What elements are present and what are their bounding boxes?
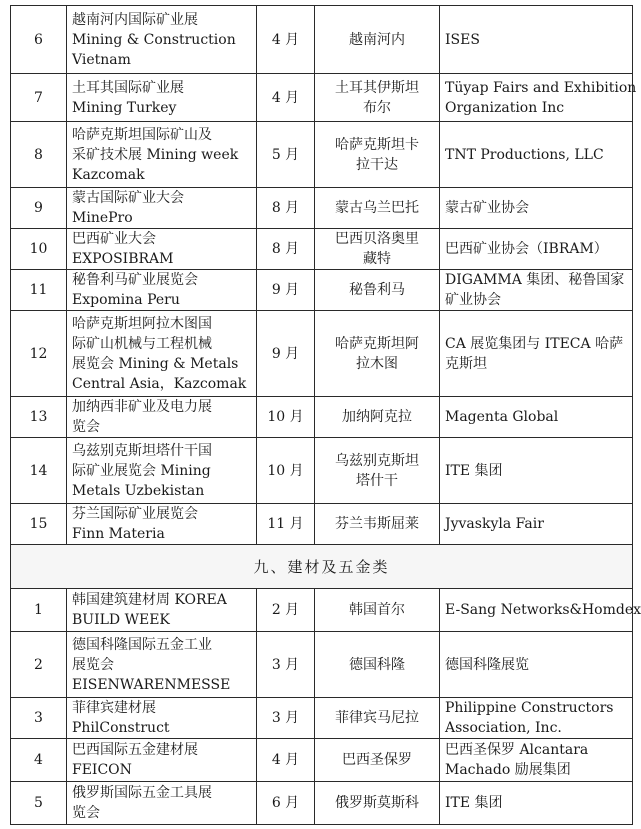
exhibition-city-cell: [315, 739, 440, 782]
organizer-cell: [440, 6, 633, 74]
exhibition-name-cell: [67, 397, 257, 438]
building-section-rows: [11, 589, 641, 825]
exhibition-month-line: 3 月: [271, 710, 300, 726]
exhibition-name-cell: [67, 122, 257, 188]
organizer-line: DIGAMMA 集团、秘鲁国家: [445, 272, 625, 288]
row-number-cell: [11, 188, 67, 229]
exhibition-name-line: 韩国建筑建材周 KOREA: [72, 592, 227, 608]
document-page: [10, 5, 641, 825]
exhibition-name-cell: [67, 782, 257, 825]
exhibition-city-line: 芬兰韦斯屈莱: [335, 516, 419, 532]
exhibition-name-line: EXPOSIBRAM: [72, 251, 174, 267]
exhibition-name-cell: [67, 270, 257, 311]
exhibition-name-cell: [67, 632, 257, 698]
table-row: [11, 632, 633, 698]
organizer-line: ISES: [445, 31, 480, 48]
row-number-line: 3: [34, 710, 43, 726]
row-number-cell: [11, 397, 67, 438]
exhibition-name-line: MinePro: [72, 210, 133, 226]
exhibition-name-line: 秘鲁利马矿业展览会: [72, 272, 198, 288]
table-row: [11, 397, 633, 438]
exhibition-month-cell: [257, 698, 315, 739]
exhibition-city-line: 俄罗斯莫斯科: [335, 795, 419, 811]
row-number-cell: [11, 229, 67, 270]
exhibition-name-cell: [67, 739, 257, 782]
exhibition-month-cell: [257, 122, 315, 188]
row-number-line: 7: [34, 89, 43, 106]
organizer-line: CA 展览集团与 ITECA 哈萨: [445, 335, 624, 352]
exhibition-name-cell: [67, 438, 257, 504]
exhibition-name-line: 蒙古国际矿业大会: [72, 190, 184, 206]
table-row: [11, 270, 633, 311]
exhibition-name-line: FEICON: [72, 762, 132, 778]
organizer-cell: [440, 188, 633, 229]
table-row: [11, 438, 633, 504]
table-row: [11, 782, 633, 825]
exhibition-month-line: 5 月: [271, 146, 300, 163]
exhibition-name-line: Vietnam: [72, 51, 131, 68]
exhibition-name-line: Expomina Peru: [72, 292, 180, 308]
row-number-cell: [11, 698, 67, 739]
exhibition-city-line: 布尔: [363, 99, 391, 116]
exhibition-city-cell: [315, 229, 440, 270]
organizer-cell: [440, 504, 633, 545]
exhibition-month-line: 3 月: [271, 656, 300, 673]
table-row: [11, 188, 633, 229]
organizer-line: 巴西矿业协会（IBRAM）: [445, 241, 608, 257]
exhibition-month-cell: [257, 229, 315, 270]
exhibition-month-cell: [257, 270, 315, 311]
row-number-line: 5: [34, 795, 43, 811]
exhibition-month-line: 9 月: [271, 345, 300, 362]
exhibition-city-cell: [315, 589, 440, 632]
exhibition-name-line: PhilConstruct: [72, 720, 170, 736]
exhibition-name-line: 览会: [72, 419, 100, 435]
exhibition-month-line: 4 月: [271, 89, 300, 106]
row-number-line: 8: [34, 146, 43, 163]
organizer-line: Association, Inc.: [445, 720, 562, 736]
exhibition-city-cell: [315, 698, 440, 739]
exhibition-name-line: EISENWARENMESSE: [72, 676, 231, 693]
organizer-cell: [440, 782, 633, 825]
table-row: [11, 504, 633, 545]
organizer-line: E-Sang Networks&Homdex: [445, 602, 641, 618]
table-row: [11, 311, 633, 397]
row-number-cell: [11, 311, 67, 397]
exhibition-city-line: 菲律宾马尼拉: [335, 710, 419, 726]
table-row: [11, 698, 633, 739]
exhibition-city-line: 德国科隆: [349, 656, 405, 673]
exhibition-name-line: 越南河内国际矿业展: [72, 11, 198, 28]
exhibition-name-line: Metals Uzbekistan: [72, 482, 205, 499]
row-number-line: 6: [34, 31, 43, 48]
mining-section-rows: [11, 6, 637, 545]
table-row: [11, 74, 633, 122]
row-number-line: 13: [29, 409, 48, 425]
exhibition-city-line: 加纳阿克拉: [342, 409, 412, 425]
organizer-cell: [440, 229, 633, 270]
exhibition-city-line: 巴西圣保罗: [342, 752, 412, 768]
exhibition-name-line: 览会: [72, 805, 100, 821]
row-number-cell: [11, 6, 67, 74]
exhibition-month-line: 4 月: [271, 752, 300, 768]
row-number-line: 14: [29, 462, 48, 479]
exhibition-city-line: 韩国首尔: [349, 602, 405, 618]
row-number-line: 10: [29, 241, 48, 257]
exhibition-name-cell: [67, 589, 257, 632]
exhibition-name-cell: [67, 6, 257, 74]
organizer-cell: [440, 739, 633, 782]
exhibition-city-cell: [315, 504, 440, 545]
exhibition-name-line: 哈萨克斯坦阿拉木图国: [72, 315, 212, 332]
exhibition-city-line: 藏特: [363, 251, 391, 267]
organizer-line: Machado 励展集团: [445, 762, 571, 778]
exhibition-name-cell: [67, 229, 257, 270]
exhibition-city-line: 越南河内: [349, 31, 405, 48]
organizer-line: Organization Inc: [445, 99, 565, 116]
exhibition-city-line: 拉干达: [356, 156, 398, 173]
organizer-cell: [440, 632, 633, 698]
exhibition-month-cell: [257, 589, 315, 632]
table-row: [11, 229, 633, 270]
exhibition-city-line: 秘鲁利马: [349, 282, 405, 298]
exhibition-city-cell: [315, 122, 440, 188]
organizer-line: ITE 集团: [445, 795, 503, 811]
organizer-line: Magenta Global: [445, 409, 559, 425]
row-number-line: 2: [34, 656, 43, 673]
exhibition-month-line: 8 月: [271, 200, 300, 216]
exhibition-city-line: 土耳其伊斯坦: [335, 79, 419, 96]
table-row: [11, 739, 633, 782]
organizer-line: 矿业协会: [445, 292, 501, 308]
organizer-cell: [440, 122, 633, 188]
row-number-cell: [11, 632, 67, 698]
exhibition-city-cell: [315, 6, 440, 74]
exhibition-name-line: 德国科隆国际五金工业: [72, 636, 212, 653]
organizer-line: Jyvaskyla Fair: [445, 516, 544, 532]
exhibition-name-line: 际矿业展览会 Mining: [72, 462, 211, 479]
exhibition-name-line: Mining Turkey: [72, 99, 177, 116]
exhibition-month-cell: [257, 782, 315, 825]
row-number-line: 1: [34, 602, 43, 618]
exhibition-name-line: Finn Materia: [72, 526, 165, 542]
row-number-line: 11: [29, 282, 48, 298]
row-number-cell: [11, 438, 67, 504]
exhibition-month-cell: [257, 504, 315, 545]
exhibition-name-cell: [67, 74, 257, 122]
exhibition-name-line: Kazcomak: [72, 166, 145, 183]
organizer-cell: [440, 397, 633, 438]
row-number-cell: [11, 270, 67, 311]
row-number-line: 15: [29, 516, 48, 532]
organizer-line: ITE 集团: [445, 462, 503, 479]
organizer-cell: [440, 74, 637, 122]
row-number-cell: [11, 504, 67, 545]
exhibition-city-line: 蒙古乌兰巴托: [335, 200, 419, 216]
row-number-line: 9: [34, 200, 43, 216]
exhibition-month-line: 10 月: [267, 462, 304, 479]
row-number-cell: [11, 782, 67, 825]
exhibition-city-line: 塔什干: [356, 472, 398, 489]
row-number-line: 4: [34, 752, 43, 768]
organizer-cell: [440, 311, 633, 397]
exhibition-name-line: 菲律宾建材展: [72, 700, 156, 716]
table-row: [11, 589, 633, 632]
exhibition-month-cell: [257, 311, 315, 397]
exhibition-city-cell: [315, 188, 440, 229]
exhibition-name-line: 采矿技术展 Mining week: [72, 146, 239, 163]
row-number-cell: [11, 122, 67, 188]
table-row: [11, 122, 633, 188]
exhibition-name-cell: [67, 698, 257, 739]
exhibition-table: [10, 5, 641, 825]
organizer-cell: [440, 589, 641, 632]
exhibition-month-cell: [257, 74, 315, 122]
exhibition-city-cell: [315, 74, 440, 122]
exhibition-name-line: 展览会: [72, 656, 114, 673]
exhibition-city-cell: [315, 397, 440, 438]
exhibition-month-cell: [257, 397, 315, 438]
exhibition-name-line: 芬兰国际矿业展览会: [72, 506, 198, 522]
organizer-line: 巴西圣保罗 Alcantara: [445, 742, 589, 758]
exhibition-city-cell: [315, 632, 440, 698]
exhibition-month-line: 2 月: [271, 602, 300, 618]
exhibition-name-line: 展览会 Mining & Metals: [72, 355, 239, 372]
organizer-line: TNT Productions, LLC: [445, 146, 604, 163]
exhibition-city-line: 哈萨克斯坦阿: [335, 335, 419, 352]
exhibition-city-cell: [315, 438, 440, 504]
exhibition-month-line: 9 月: [271, 282, 300, 298]
exhibition-city-cell: [315, 311, 440, 397]
row-number-cell: [11, 739, 67, 782]
exhibition-name-line: 际矿山机械与工程机械: [72, 335, 212, 352]
exhibition-month-line: 11 月: [267, 516, 304, 532]
row-number-cell: [11, 589, 67, 632]
exhibition-name-cell: [67, 188, 257, 229]
exhibition-city-line: 巴西贝洛奥里: [335, 231, 419, 247]
exhibition-city-line: 拉木图: [356, 355, 398, 372]
exhibition-city-cell: [315, 782, 440, 825]
exhibition-name-cell: [67, 311, 257, 397]
organizer-line: Tüyap Fairs and Exhibition: [445, 79, 637, 96]
exhibition-name-line: 乌兹别克斯坦塔什干国: [72, 442, 212, 459]
table-row: [11, 6, 633, 74]
organizer-line: 德国科隆展览: [445, 656, 529, 673]
organizer-line: 蒙古矿业协会: [445, 200, 529, 216]
organizer-cell: [440, 438, 633, 504]
exhibition-month-line: 4 月: [271, 31, 300, 48]
organizer-line: Philippine Constructors: [445, 700, 614, 716]
exhibition-month-line: 6 月: [271, 795, 300, 811]
exhibition-month-cell: [257, 188, 315, 229]
exhibition-name-line: Central Asia，Kazcomak: [72, 375, 247, 392]
organizer-cell: [440, 698, 633, 739]
section-header-row: [11, 545, 633, 589]
exhibition-city-line: 哈萨克斯坦卡: [335, 136, 419, 153]
section-title: 九、建材及五金类: [11, 545, 633, 589]
exhibition-month-cell: [257, 6, 315, 74]
exhibition-month-cell: [257, 739, 315, 782]
exhibition-name-line: 土耳其国际矿业展: [72, 79, 184, 96]
exhibition-name-line: 俄罗斯国际五金工具展: [72, 785, 212, 801]
organizer-cell: [440, 270, 633, 311]
exhibition-name-line: 巴西矿业大会: [72, 231, 156, 247]
exhibition-name-line: BUILD WEEK: [72, 612, 170, 628]
exhibition-name-line: 哈萨克斯坦国际矿山及: [72, 126, 212, 143]
exhibition-name-cell: [67, 504, 257, 545]
exhibition-month-line: 8 月: [271, 241, 300, 257]
row-number-line: 12: [29, 345, 48, 362]
exhibition-month-line: 10 月: [267, 409, 304, 425]
exhibition-city-line: 乌兹别克斯坦: [335, 452, 419, 469]
exhibition-city-cell: [315, 270, 440, 311]
organizer-line: 克斯坦: [445, 355, 487, 372]
exhibition-name-line: 加纳西非矿业及电力展: [72, 399, 212, 415]
row-number-cell: [11, 74, 67, 122]
exhibition-month-cell: [257, 632, 315, 698]
exhibition-name-line: Mining & Construction: [72, 31, 236, 48]
exhibition-name-line: 巴西国际五金建材展: [72, 742, 198, 758]
exhibition-month-cell: [257, 438, 315, 504]
